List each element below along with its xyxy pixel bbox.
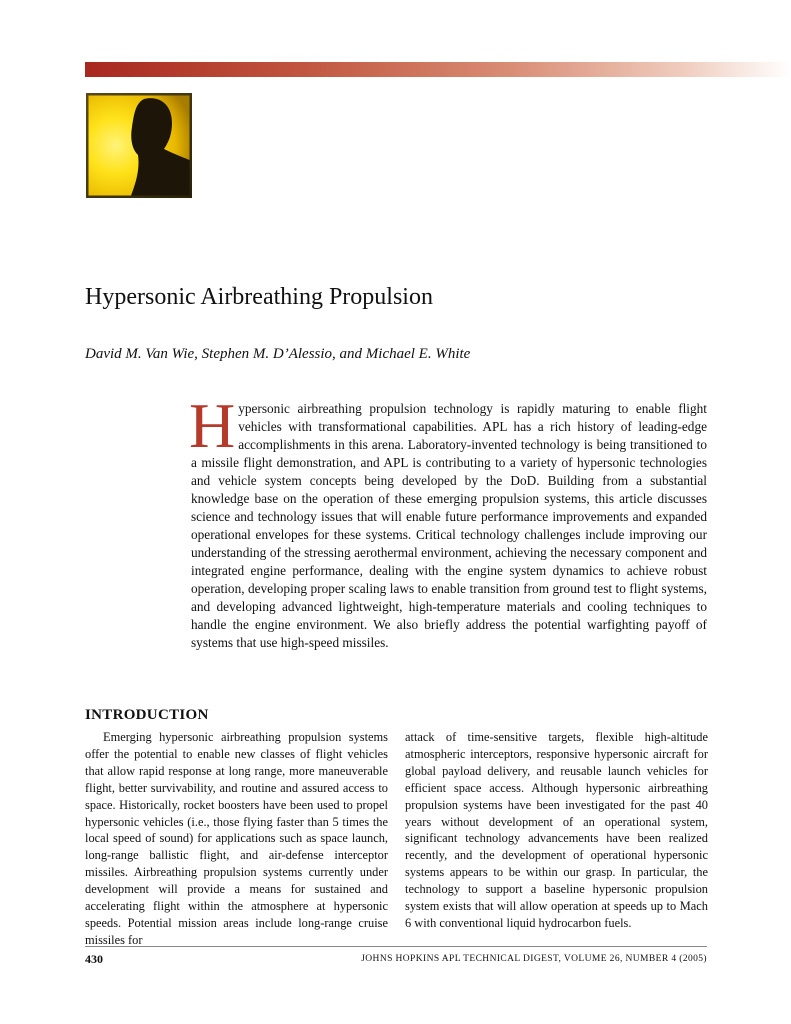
abstract-text: ypersonic airbreathing propulsion technology is rapidly maturing to enable flight vehicles with transformational capabilities. APL has a rich history of leading-edge accomplishments in this arena. Laboratory-invented technology is being transitioned to a missile flight demonstration, and APL is contributing to a variety of hypersonic technologies and vehicle system concepts being developed by the DoD. Building from a substantial knowledge base on the operation of these emerging propulsion systems, this article discusses science and technology issues that will enable future performance improvements and expanded operational envelopes for these systems. Critical technology challenges include improving our understanding of the stressing aerothermal environment, achieving the necessary component and integrated engine performance, dealing with the engine system dynamics to achieve robust operation, developing proper scaling laws to enable transition from ground test to flight systems, and developing advanced lightweight, high-temperature materials and cooling techniques to handle the engine environment. We also briefly address the potential warfighting payoff of systems that use high-speed missiles. xyxy=(191,401,707,650)
silhouette-thumbnail-icon xyxy=(86,93,192,198)
page-number: 430 xyxy=(85,952,103,966)
intro-paragraph-right: attack of time-sensitive targets, flexible high-altitude atmospheric interceptors, responsive hypersonic aircraft for global payload delivery, and reusable launch vehicles for efficient space access. Although hypersonic airbreathing propulsion systems have been investigated for the past 40 years without development of an operational system, significant technology advancements have been realized recently, and the development of operational hypersonic systems appears to be within our grasp. In particular, the technology to support a baseline hypersonic propulsion system exists that will allow operation at speeds up to Mach 6 with conventional liquid hydrocarbon fuels. xyxy=(405,730,708,930)
body-column-left xyxy=(85,729,388,949)
section-heading: INTRODUCTION xyxy=(85,707,209,723)
abstract xyxy=(189,390,707,652)
body-column-right xyxy=(405,729,708,932)
article-title: Hypersonic Airbreathing Propulsion xyxy=(85,284,433,310)
intro-paragraph-left: Emerging hypersonic airbreathing propulsion systems offer the potential to enable new classes of flight vehicles that allow rapid response at long range, more maneuverable flight, better survivability, and routine and assured access to space. Historically, rocket boosters have been used to propel hypersonic vehicles (i.e., those flying faster than 5 times the local speed of sound) for applications such as space launch, long-range ballistic flight, and air-defense interceptor missiles. Airbreathing propulsion systems currently under development will provide a means for sustained and accelerating flight within the atmosphere at hypersonic speeds. Potential mission areas include long-range cruise missiles for xyxy=(85,730,388,947)
header-color-bar xyxy=(85,62,791,77)
footer-rule xyxy=(85,946,707,947)
journal-citation: JOHNS HOPKINS APL TECHNICAL DIGEST, VOLUME 26, NUMBER 4 (2005) xyxy=(361,954,707,964)
article-authors: David M. Van Wie, Stephen M. D’Alessio, and Michael E. White xyxy=(85,346,471,362)
abstract-dropcap: H xyxy=(189,390,236,461)
